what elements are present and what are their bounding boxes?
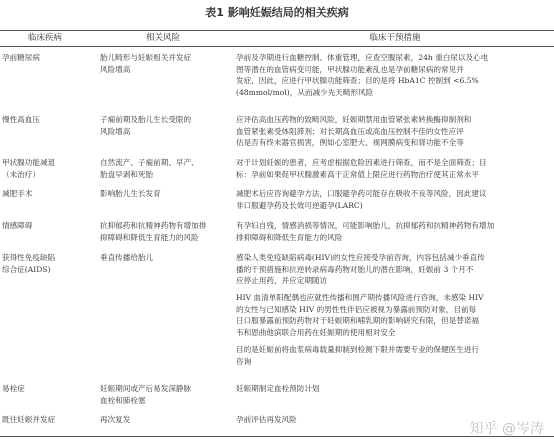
risk-cell: 胎盘早剥和死胎	[100, 169, 154, 179]
risk-cell: 影响胎儿生长发育	[100, 189, 161, 198]
risk-cell: 子痫前期及胎儿生长受限的	[100, 115, 192, 124]
header-risk: 相关风险	[145, 33, 180, 43]
intervention-cell: (48mmol/mol)，从而减少先天畸形风险	[236, 87, 374, 97]
disease-cell: 既往妊娠并发症	[2, 415, 56, 424]
disease-cell: 情感障碍	[2, 221, 33, 230]
intervention-cell: 目的是妊娠前将血浆病毒载量抑制到检测下限并需要专业的保健医生进行	[236, 345, 479, 354]
risk-cell: 抑障碍和降低生育能力的风险	[100, 232, 199, 242]
intervention-cell: HIV 血清单阳配偶也应就性传播和围产期传播风险进行咨询，未感染 HIV	[236, 293, 484, 302]
intervention-cell: 估是否有终末器官损害，例如心室肥大、视网膜病变和肾功能不全等	[236, 138, 464, 148]
watermark: 知乎 @岑涛	[469, 421, 544, 437]
intervention-cell: 孕前及孕期进行血糖控制、体重管理，应查空腹尿素，24h 重白尿以及心电	[236, 53, 489, 62]
intervention-cell: 图等潜在的血管病变可能，甲状腺功能紊乱也是孕前糖尿病的常见并	[236, 64, 464, 74]
intervention-cell: 血管紧张素受体阻滞剂；对长期高血压或高血压控制不佳的女性应评	[236, 126, 464, 136]
intervention-cell: 播的干预措施和抗逆转录病毒药物对胎儿的潜在影响，妊娠前 3 个月不	[236, 264, 474, 274]
intervention-cell: 孕前评估再发风险	[236, 415, 297, 424]
risk-cell: 胎儿畸形与妊娠相关并发症	[100, 53, 192, 62]
disease-cell: （未治疗）	[2, 169, 40, 179]
disease-cell: 甲状腺功能减退	[2, 158, 56, 167]
risk-cell: 垂直传播给胎儿	[100, 253, 154, 262]
header-intervention: 临床干预措施	[369, 33, 421, 43]
risk-cell: 妊娠期间或产后易发深静脉	[100, 384, 192, 393]
intervention-cell: 妊娠期制定血栓预防计划	[236, 384, 320, 393]
intervention-cell: 对于计划妊娠的患者，应考虑根据危险因素进行筛查，而不是全面筛查；目	[236, 158, 487, 167]
disease-cell: 综合征(AIDS)	[2, 264, 51, 274]
disease-cell: 孕前糖尿病	[2, 53, 40, 62]
intervention-cell: 应停止用药，并应定期随访	[236, 276, 328, 286]
intervention-cell: 应评估高血压药物的致畸风险，妊娠期禁用血管紧张素转换酶抑制剂和	[236, 115, 472, 124]
risk-cell: 抗抑郁药和抗精神药物有增加排	[100, 221, 207, 230]
intervention-cell: 韦和恩曲他滨联合用药在妊娠期的使用相对安全	[236, 327, 396, 337]
disease-cell: 减肥手术	[2, 189, 33, 198]
intervention-cell: 标：孕前如果促甲状腺激素高于正常值上限应进行药物治疗使其正常水平	[236, 169, 479, 179]
disease-cell: 获得性免疫缺陷	[2, 253, 56, 262]
header-disease: 临床疾病	[27, 33, 62, 43]
disease-cell: 慢性高血压	[2, 115, 40, 124]
risk-cell: 血栓和肺栓塞	[100, 395, 146, 405]
table-title: 表1 影响妊娠结局的相关疾病	[205, 6, 349, 19]
intervention-cell: 日口服暴露前预防药物对于妊娠期和哺乳期的影响研究有限，但是替诺福	[236, 316, 479, 326]
disease-cell: 易栓症	[2, 384, 25, 393]
risk-cell: 自然流产、子痫前期、早产、	[100, 158, 199, 167]
intervention-cell: 的女性与已知感染 HIV 的男性性伴侣应被视为暴露前预防对象，目前每	[236, 304, 477, 314]
risk-cell: 风险增高	[100, 126, 131, 136]
header-rule	[0, 46, 554, 47]
intervention-cell: 感染人类免疫缺陷病毒(HIV)的女性应接受孕前咨询，内容包括减少垂直传	[236, 253, 485, 262]
risk-cell: 再次复发	[100, 415, 131, 424]
intervention-cell: 发症，因此，应进行甲状腺功能筛查；目的是将 HbA1C 控制到 <6.5%	[236, 76, 479, 86]
risk-cell: 风险增高	[100, 64, 131, 74]
intervention-cell: 非口服避孕药及长效可逆避孕(LARC)	[236, 200, 363, 210]
table-top-rule	[0, 30, 554, 31]
intervention-cell: 有孕妇自残，情感消损等情况，可能影响胎儿，抗抑郁药和抗精神药物有增加	[236, 221, 495, 230]
intervention-cell: 咨询	[236, 356, 252, 366]
intervention-cell: 排抑障碍和降低生育能力的风险	[236, 232, 343, 242]
intervention-cell: 减肥术后应咨询避孕方法，口服避孕药可能存在吸收不良等风险，因此建议	[236, 189, 487, 198]
